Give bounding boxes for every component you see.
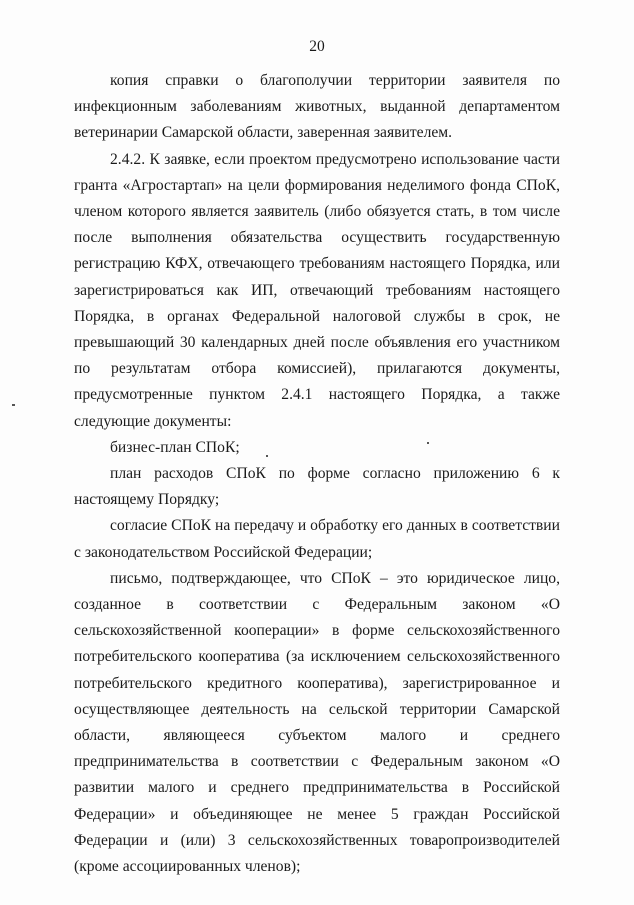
paragraph-business-plan: бизнес-план СПоК; [110,438,240,456]
paragraph-expense-plan: план расходов СПоК по форме согласно приложению 6 к настоящему Порядку; [74,465,560,509]
body-text [74,68,560,880]
scan-speck [427,442,429,444]
scan-speck [12,404,15,406]
page-number: 20 [309,38,325,55]
paragraph-2-4-2: 2.4.2. К заявке, если проектом предусмотрено использование части гранта «Агростартап» на цели формирования неделимого фонда СПоК, членом которого является заявитель (либо обязуется стать, в том числе после выполнения обязательства осуществить государственную регистрацию КФХ, отвечающего требованиям настоящего Порядка, или зарегистрироваться как ИП, отвечающий требованиям настоящего Порядка, в органах Федеральной налоговой службы в срок, не превышающий 30 календарных дней после объявления его участником по результатам отбора комиссией), прилагаются документы, предусмотренные пунктом 2.4.1 настоящего Порядка, а также следующие документы: [74,150,560,430]
paragraph-veterinary-certificate: копия справки о благополучии территории заявителя по инфекционным заболеваниям животных, выданной департаментом ветеринарии Самарской области, заверенная заявителем. [74,72,560,142]
paragraph-confirmation-letter: письмо, подтверждающее, что СПоК – это юридическое лицо, созданное в соответствии с Федеральным законом «О сельскохозяйственной кооперации» в форме сельскохозяйственного потребительского кооператива (за исключением сельскохозяйственного потребительского кредитного кооператива), зарегистрированное и осуществляющее деятельность на сельской территории Самарской области, являющееся субъектом малого и среднего предпринимательства в соответствии с Федеральным законом «О развитии малого и среднего предпринимательства в Российской Федерации» и объединяющее не менее 5 граждан Российской Федерации и (или) 3 сельскохозяйственных товаропроизводителей (кроме ассоциированных членов); [74,569,560,876]
scan-speck [266,455,268,457]
paragraph-data-consent: согласие СПоК на передачу и обработку его данных в соответствии с законодательством Российской Федерации; [74,517,560,561]
